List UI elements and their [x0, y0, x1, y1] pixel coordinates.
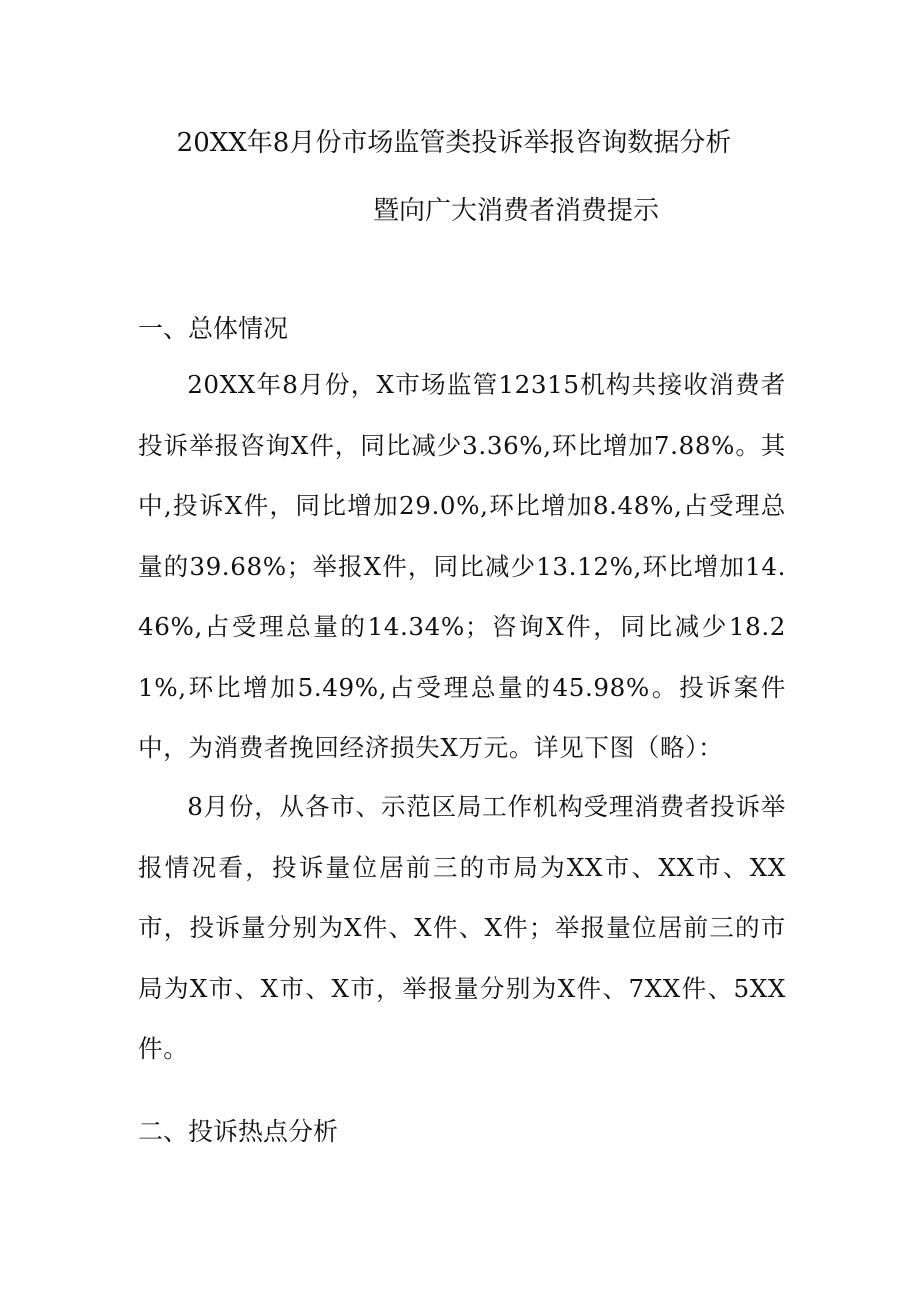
paragraph-overview-stats: 20XX年8月份，X市场监管12315机构共接收消费者投诉举报咨询X件，同比减少3.36%,环比增加7.88%。其中,投诉X件，同比增加29.0%,环比增加8.48%,占受理总量的39.68%；举报X件，同比减少13.12%,环比增加14.46%,占受理总量的14.34%；咨询X件，同比减少18.21%,环比增加5.49%,占受理总量的45.98%。投诉案件中，为消费者挽回经济损失X万元。详见下图（略）：	[138, 370, 786, 762]
paragraph-regional-stats: 8月份，从各市、示范区局工作机构受理消费者投诉举报情况看，投诉量位居前三的市局为XX市、XX市、XX市，投诉量分别为X件、X件、X件；举报量位居前三的市局为X市、X市、X市，举报量分别为X件、7XX件、5XX件。	[138, 792, 786, 1063]
section-heading-hotspots: 二、投诉热点分析	[138, 1117, 339, 1146]
section-heading-overview: 一、总体情况	[138, 314, 289, 343]
document-title: 20XX年8月份市场监管类投诉举报咨询数据分析	[176, 128, 732, 158]
document-subtitle: 暨向广大消费者消费提示	[372, 196, 659, 226]
